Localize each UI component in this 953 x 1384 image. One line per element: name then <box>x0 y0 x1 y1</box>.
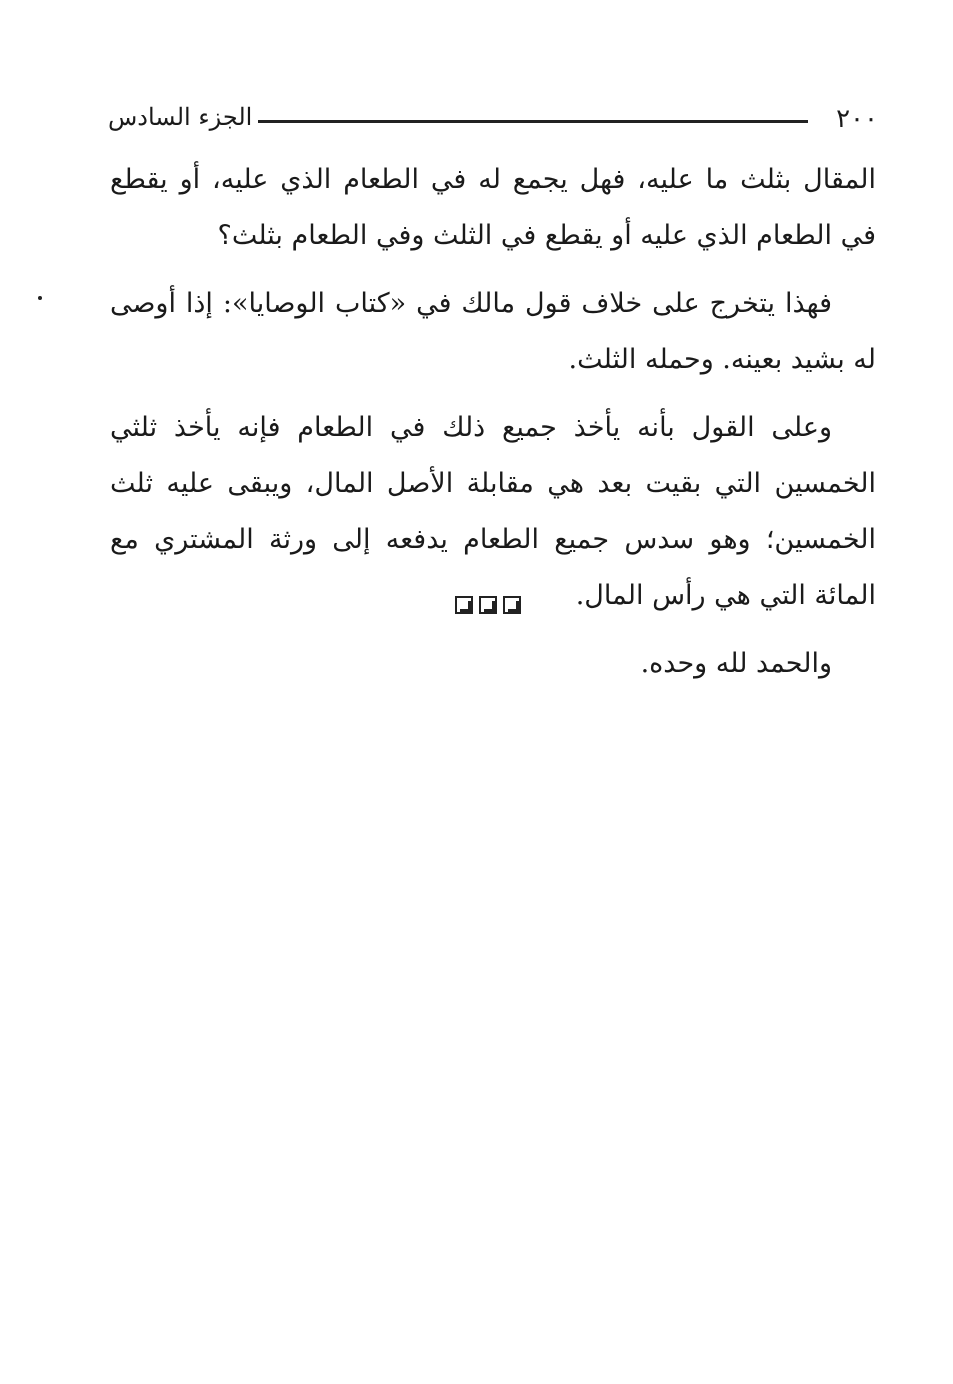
paragraph-3: وعلى القول بأنه يأخذ جميع ذلك في الطعام فإنه يأخذ ثلثي الخمسين التي بقيت بعد هي مقابلة الأصل المال، ويبقى عليه ثلث الخمسين؛ وهو سدس جميع الطعام يدفعه إلى ورثة المشتري مع المائة التي هي رأس المال. <box>110 412 876 611</box>
end-ornament-icon <box>455 596 527 618</box>
paragraph-2: فهذا يتخرج على خلاف قول مالك في «كتاب الوصايا»: إذا أوصى له بشيد بعينه. وحمله الثلث. <box>110 288 876 375</box>
margin-mark <box>38 296 42 300</box>
page-number: ٢٠٠ <box>836 104 878 134</box>
page-header <box>108 100 878 140</box>
ornament-square-icon <box>455 596 473 614</box>
paragraph-1: المقال بثلث ما عليه، فهل يجمع له في الطعام الذي عليه، أو يقطع في الطعام الذي عليه أو يقطع في الثلث وفي الطعام بثلث؟ <box>110 164 876 251</box>
volume-title: الجزء السادس <box>108 103 253 131</box>
body-text <box>110 152 876 704</box>
paragraph-4: والحمد لله وحده. <box>640 648 832 679</box>
ornament-square-icon <box>503 596 521 614</box>
header-rule <box>258 120 808 123</box>
ornament-square-icon <box>479 596 497 614</box>
